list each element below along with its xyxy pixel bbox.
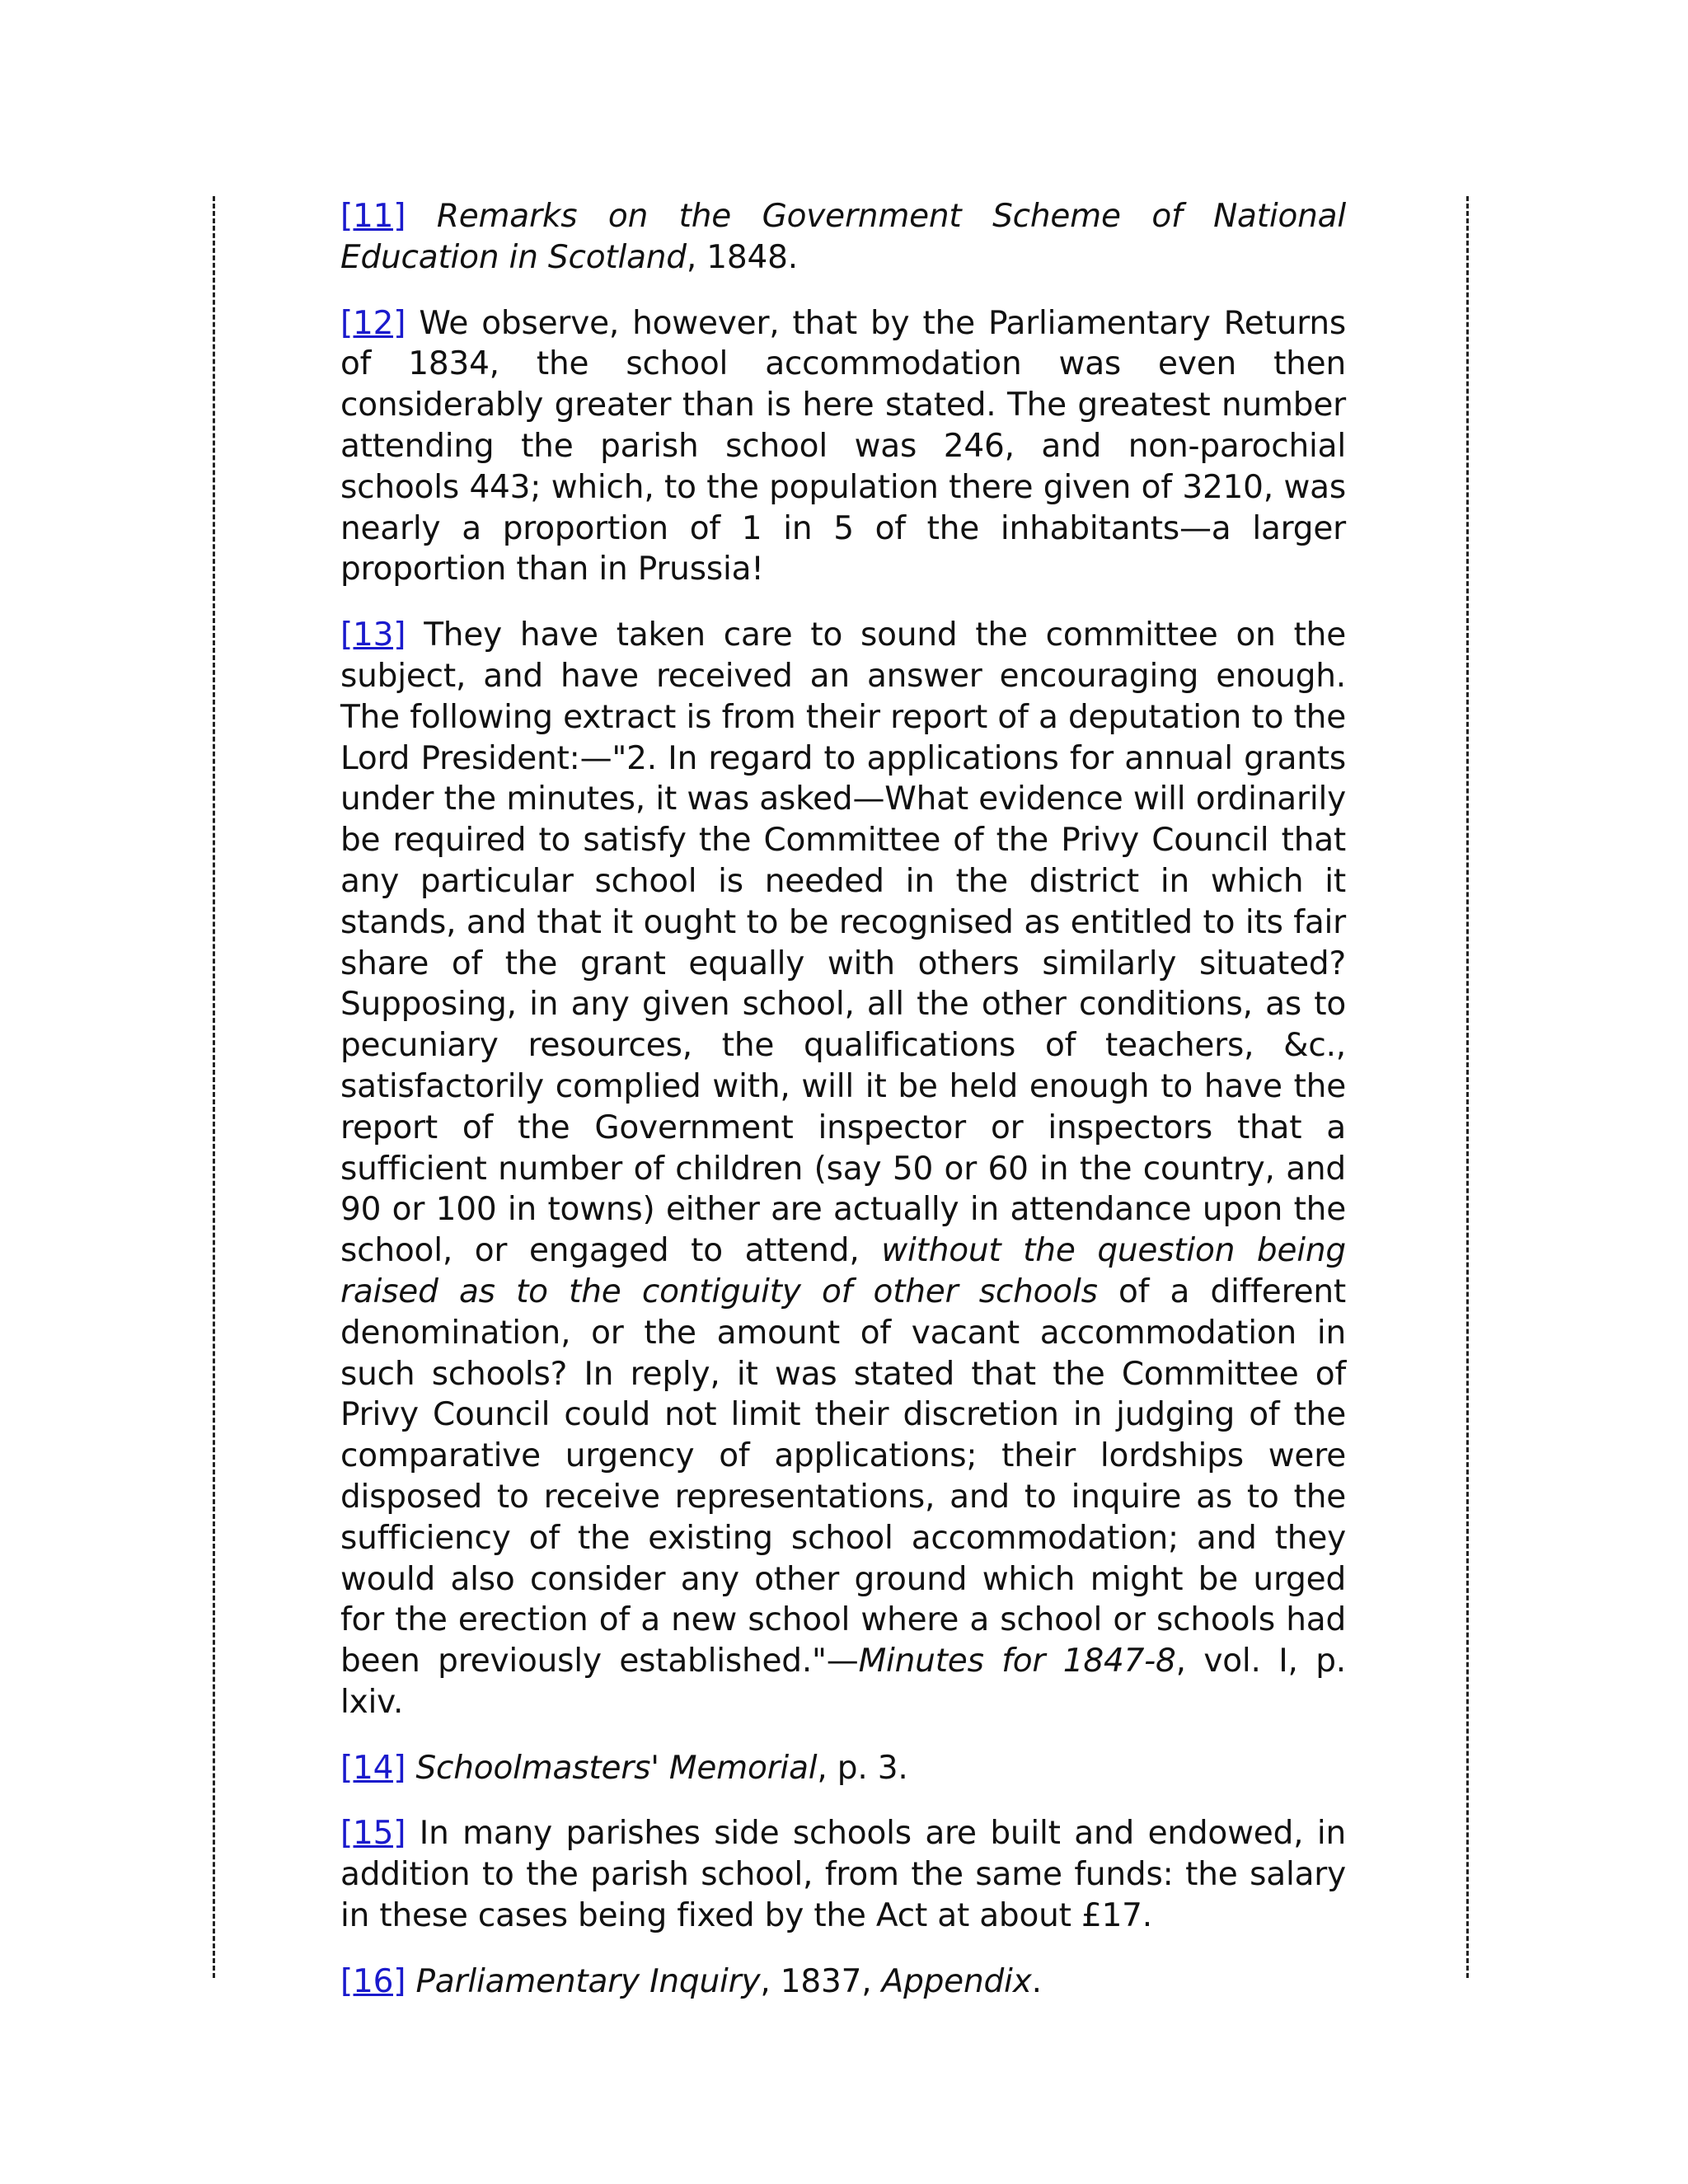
footnote-12: [340, 303, 1346, 591]
footnote-11: [340, 196, 1346, 279]
footnote-text: Appendix: [881, 1962, 1032, 2000]
footnote-text: , p. 3.: [817, 1749, 908, 1787]
footnote-text: , vol. I, p. lxiv.: [340, 1643, 1346, 1721]
footnote-link-12[interactable]: [12]: [340, 304, 406, 342]
footnote-link-13[interactable]: [13]: [340, 616, 406, 654]
footnote-15: [340, 1813, 1346, 1936]
footnote-link-14[interactable]: [14]: [340, 1749, 406, 1787]
footnote-text: They have taken care to sound the committee on the subject, and have received an answer encouraging enough. The following extract is from their report of a deputation to the Lord President:—"2. In regard to applications for annual grants under the minutes, it was asked—What evidence will ordinarily be required to satisfy the Committee of the Privy Council that any particular school is needed in the district in which it stands, and that it ought to be recognised as entitled to its fair share of the grant equally with others similarly situated? Supposing, in any given school, all the other conditions, as to pecuniary resources, the qualifications of teachers, &c., satisfactorily complied with, will it be held enough to have the report of the Government inspector or inspectors that a sufficient number of children (say 50 or 60 in the country, and 90 or 100 in towns) either are actually in attendance upon the school, or engaged to attend,: [340, 616, 1346, 1270]
footnote-text: In many parishes side schools are built and endowed, in addition to the parish school, from the same funds: the salary in these cases being fixed by the Act at about £17.: [340, 1815, 1346, 1935]
footnotes-list: [340, 196, 1346, 2027]
footnote-link-16[interactable]: [16]: [340, 1962, 406, 2000]
footnote-link-15[interactable]: [15]: [340, 1815, 406, 1853]
footnote-link-11[interactable]: [11]: [340, 198, 406, 235]
footnote-text: , 1848.: [686, 238, 798, 276]
footnote-text: Schoolmasters' Memorial: [415, 1749, 818, 1787]
footnote-text: without the question being raised as to the contiguity of other schools: [340, 1232, 1346, 1310]
footnote-16: [340, 1961, 1346, 2003]
footnote-text: We observe, however, that by the Parliamentary Returns of 1834, the school accommodation was even then considerably greater than is here stated. The greatest number attending the parish school was 246, and non-parochial schools 443; which, to the population there given of 3210, was nearly a proportion of 1 in 5 of the inhabitants—a larger proportion than in Prussia!: [340, 304, 1346, 588]
footnote-13: [340, 615, 1346, 1723]
footnote-text: Minutes for 1847-8: [858, 1643, 1176, 1680]
footnote-text: of a different denomination, or the amount of vacant accommodation in such schools? In reply, it was stated that the Committee of Privy Council could not limit their discretion in judging of the comparative urgency of applications; their lordships were disposed to receive representations, and to inquire as to the sufficiency of the existing school accommodation; and they would also consider any other ground which might be urged for the erection of a new school where a school or schools had been previously established."—: [340, 1272, 1346, 1680]
footnote-text: Parliamentary Inquiry: [415, 1962, 761, 2000]
footnote-text: , 1837,: [760, 1962, 882, 2000]
footnote-14: [340, 1748, 1346, 1789]
footnote-text: .: [1031, 1962, 1042, 2000]
page-frame: [213, 196, 1469, 2000]
footnote-text: Remarks on the Government Scheme of National Education in Scotland: [340, 198, 1346, 276]
